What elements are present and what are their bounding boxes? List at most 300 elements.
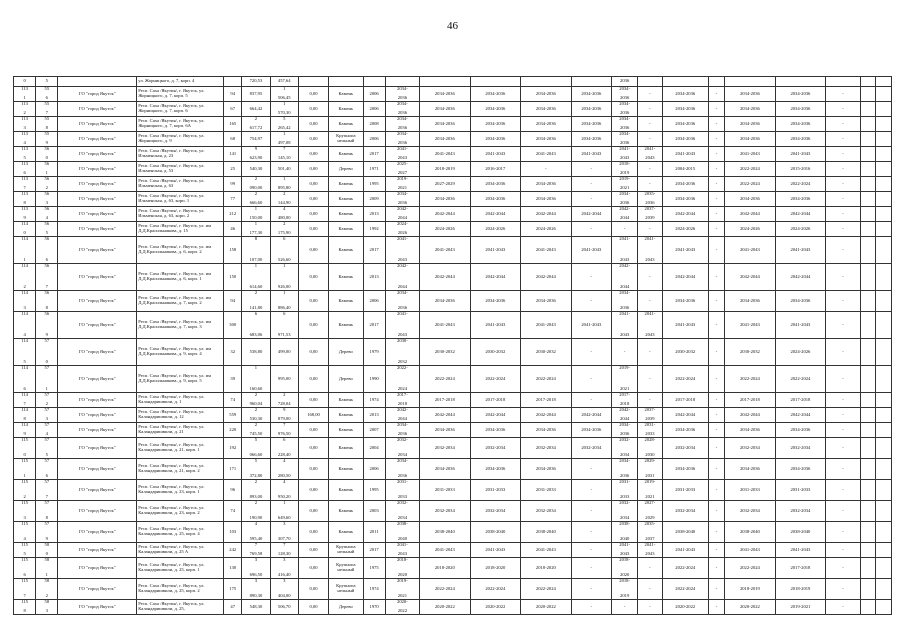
cell-period-3: 2038-2040 <box>470 522 521 543</box>
table-row <box>14 291 892 312</box>
cell-period-3: 2034-2036 <box>470 87 521 102</box>
cell-period-14 <box>875 192 891 207</box>
cell-period-3: 2041-2043 <box>470 312 521 339</box>
cell-row-number-lines <box>15 393 34 407</box>
cell-line: 2034 <box>397 515 407 521</box>
cell-build-year: 2017 <box>363 312 385 339</box>
cell-capital-amount: 0,00 <box>298 393 328 408</box>
cell-row-number <box>14 117 36 132</box>
cell-line: 2029- <box>644 458 656 463</box>
cell-period-2: 2018-2019 <box>420 162 471 177</box>
cell-row-index <box>36 366 58 393</box>
cell-area-2 <box>270 192 298 207</box>
cell-period-9: - <box>708 408 724 423</box>
cell-period-11: 2041-2043 <box>775 312 826 339</box>
cell-period-6 <box>612 501 638 522</box>
cell-area-1-lines <box>243 366 268 392</box>
cell-period-9: - <box>708 522 724 543</box>
table-row <box>14 423 892 438</box>
cell-line: 2037 <box>645 536 655 542</box>
cell-line: 404,00 <box>277 593 291 599</box>
cell-address: Респ. Саха /Якутия/, г. Якутск, ул. им Д.Д.Красильникова, д. 9, корп. 5 <box>137 366 224 393</box>
cell-period-6-lines <box>613 501 636 521</box>
cell-capital-amount: 0,00 <box>298 177 328 192</box>
cell-line: 2043 <box>397 257 407 263</box>
cell-period-11: 2041-2043 <box>775 147 826 162</box>
cell-period-12: - <box>826 339 860 366</box>
cell-area-2-lines <box>272 102 297 116</box>
cell-area-1 <box>242 192 270 207</box>
cell-period-2: 2038-2040 <box>420 522 471 543</box>
cell-period-10: 2034-2036 <box>725 291 776 312</box>
cell-line: 114 <box>21 311 28 316</box>
cell-row-index <box>36 459 58 480</box>
cell-line: 56 <box>44 161 50 166</box>
cell-period-2: 2034-2036 <box>420 192 471 207</box>
cell-line: 2021 <box>397 593 407 599</box>
cell-line: 2022- <box>397 365 408 370</box>
cell-line: 6 <box>45 473 48 479</box>
cell-wall-material: Камень <box>329 264 363 291</box>
cell-line: 2028- <box>644 437 656 442</box>
cell-build-year: 2003 <box>363 501 385 522</box>
cell-area-1 <box>242 579 270 600</box>
cell-period-2: 2042-2044 <box>420 264 471 291</box>
cell-area-2 <box>270 558 298 579</box>
cell-period-11: 2042-2044 <box>775 264 826 291</box>
table-row <box>14 459 892 480</box>
cell-period-13 <box>860 132 875 147</box>
cell-line: 0 <box>45 359 48 365</box>
cell-line: 2040 <box>620 536 630 542</box>
cell-period-5: - <box>571 264 611 291</box>
cell-period-11: 2034-2036 <box>775 102 826 117</box>
cell-period-11: 2024-2026 <box>775 339 826 366</box>
cell-period-7-lines <box>639 459 660 479</box>
cell-period-12: - <box>826 423 860 438</box>
cell-line: 2031 <box>645 473 655 479</box>
cell-period-14 <box>875 162 891 177</box>
cell-line: 2038- <box>619 521 630 526</box>
cell-period-13 <box>860 438 875 459</box>
cell-line: 2 <box>283 392 286 397</box>
cell-period-1 <box>385 192 419 207</box>
cell-row-number-lines <box>15 237 34 263</box>
cell-line: 2043 <box>645 551 655 557</box>
cell-period-8: 2030-2032 <box>662 339 708 366</box>
cell-period-7: - <box>638 558 662 579</box>
cell-organization <box>58 77 137 87</box>
cell-area-2: 501,40 <box>270 162 298 177</box>
cell-period-9: - <box>708 438 724 459</box>
cell-period-9: - <box>708 177 724 192</box>
cell-period-14 <box>875 207 891 222</box>
cell-flats-count: 68 <box>224 132 242 147</box>
cell-line: 2021 <box>620 185 630 191</box>
cell-period-10: 2042-2044 <box>725 408 776 423</box>
cell-period-6 <box>612 162 638 177</box>
cell-period-13 <box>860 87 875 102</box>
cell-period-13 <box>860 408 875 423</box>
cell-period-6 <box>612 117 638 132</box>
cell-capital-amount: 0,00 <box>298 132 328 147</box>
cell-period-3: 2030-2032 <box>470 339 521 366</box>
cell-address: Респ. Саха /Якутия/, г. Якутск, ул. Ильменская, д. 53 <box>137 162 224 177</box>
cell-period-4: 2042-2044 <box>521 207 572 222</box>
cell-build-year: 1995 <box>363 480 385 501</box>
cell-line: 2 <box>254 422 258 427</box>
cell-line: 5 <box>45 452 48 458</box>
cell-row-number-lines <box>15 132 34 146</box>
cell-period-7-lines <box>639 423 660 437</box>
cell-line: 696,50 <box>249 572 263 578</box>
cell-period-8: 2041-2043 <box>662 543 708 558</box>
cell-line: 58 <box>44 578 50 583</box>
cell-organization: ГО "город Якутск" <box>58 501 137 522</box>
cell-line: 7 <box>283 146 286 151</box>
cell-line: 1 <box>254 263 258 268</box>
cell-address: Респ. Саха /Якутия/, г. Якутск, ул. им Д.Д.Красильникова, д. 7, корп. 3 <box>137 312 224 339</box>
cell-address: Респ. Саха /Якутия/, г. Якутск, ул. им Д.Д.Красильникова, д. 7, корп. 2 <box>137 291 224 312</box>
cell-area-2 <box>270 147 298 162</box>
cell-line: 2 <box>254 176 258 181</box>
cell-wall-material: Крупнопа нельный <box>329 132 363 147</box>
cell-flats-count: 150 <box>224 264 242 291</box>
cell-period-5 <box>571 77 611 87</box>
cell-line: 8 <box>45 305 48 311</box>
cell-period-9: - <box>708 264 724 291</box>
cell-period-6 <box>612 192 638 207</box>
cell-period-6-lines <box>613 480 636 500</box>
cell-area-2-lines <box>272 438 297 458</box>
cell-period-14 <box>875 522 891 543</box>
cell-period-10: 2018-2019 <box>725 579 776 600</box>
cell-line: 2 <box>23 110 26 116</box>
cell-period-13 <box>860 339 875 366</box>
cell-line: 58 <box>44 557 50 562</box>
cell-capital-amount: 0,00 <box>298 558 328 579</box>
cell-period-14 <box>875 408 891 423</box>
cell-line: 506,45 <box>277 95 291 101</box>
cell-row-number <box>14 87 36 102</box>
cell-period-13 <box>860 207 875 222</box>
cell-period-9: - <box>708 117 724 132</box>
cell-period-13 <box>860 501 875 522</box>
cell-line: 2039 <box>645 215 655 221</box>
cell-area-1 <box>242 438 270 459</box>
cell-row-index <box>36 558 58 579</box>
cell-flats-count <box>224 77 242 87</box>
cell-period-3: 2034-2036 <box>470 423 521 438</box>
cell-build-year: 2013 <box>363 408 385 423</box>
cell-row-index-lines <box>37 117 56 131</box>
cell-line: 4 <box>254 521 258 526</box>
cell-line: 2036 <box>620 95 630 101</box>
cell-line: 2042- <box>619 206 630 211</box>
table-row <box>14 366 892 393</box>
cell-line: 2019 <box>620 170 630 176</box>
cell-row-number-lines <box>15 459 34 479</box>
cell-period-13 <box>860 312 875 339</box>
cell-period-4: 2017-2018 <box>521 393 572 408</box>
cell-flats-count: 175 <box>224 579 242 600</box>
cell-line: 2022 <box>397 608 407 614</box>
cell-period-5: - <box>571 177 611 192</box>
cell-line: 976,50 <box>277 431 291 437</box>
cell-line: 1 <box>23 473 26 479</box>
cell-period-2: 2032-2034 <box>420 438 471 459</box>
cell-period-1 <box>385 522 419 543</box>
cell-area-2 <box>270 207 298 222</box>
cell-area-2-lines <box>272 222 297 236</box>
table-row <box>14 264 892 291</box>
table-row <box>14 162 892 177</box>
cell-period-12: - <box>826 522 860 543</box>
cell-period-6 <box>612 558 638 579</box>
cell-line: 5 <box>254 458 258 463</box>
cell-line: 2043 <box>397 155 407 161</box>
cell-line: 2024- <box>397 221 408 226</box>
cell-row-number <box>14 543 36 558</box>
cell-area-1 <box>242 291 270 312</box>
table-row <box>14 222 892 237</box>
cell-flats-count: 130 <box>224 558 242 579</box>
cell-row-number <box>14 459 36 480</box>
cell-period-2: 2041-2043 <box>420 312 471 339</box>
cell-build-year: 1975 <box>363 558 385 579</box>
cell-period-8: 2034-2036 <box>662 177 708 192</box>
cell-address: Респ. Саха /Якутия/, г. Якутск, ул. Каландаришвили, д. 1 <box>137 393 224 408</box>
cell-line: 1 <box>283 176 286 181</box>
housing-table-container <box>13 76 892 615</box>
cell-row-index-lines <box>37 522 56 542</box>
cell-line: 066,60 <box>249 452 263 458</box>
cell-period-9: - <box>708 501 724 522</box>
cell-period-7 <box>638 480 662 501</box>
cell-line: 9 <box>23 215 26 221</box>
cell-line: 57 <box>44 479 50 484</box>
cell-period-2: 2027-2029 <box>420 177 471 192</box>
cell-build-year <box>363 77 385 87</box>
cell-area-2 <box>270 393 298 408</box>
cell-period-12: - <box>826 87 860 102</box>
cell-address: Респ. Саха /Якутия/, г. Якутск, ул. Ильменская, д. 63 <box>137 177 224 192</box>
cell-line: 4 <box>283 206 286 211</box>
cell-wall-material: Камень <box>329 312 363 339</box>
cell-row-index-lines <box>37 366 56 392</box>
cell-period-14 <box>875 177 891 192</box>
cell-period-9: - <box>708 87 724 102</box>
cell-period-6-lines <box>613 117 636 131</box>
cell-period-10: 2042-2044 <box>725 207 776 222</box>
cell-area-2-lines <box>272 459 297 479</box>
cell-line: 2030- <box>397 338 408 343</box>
cell-area-2-lines <box>272 117 297 131</box>
cell-period-2: 2017-2018 <box>420 393 471 408</box>
cell-period-6-lines <box>613 291 636 311</box>
cell-row-number-lines <box>15 102 34 116</box>
cell-period-6-lines <box>613 459 636 479</box>
table-row <box>14 600 892 615</box>
cell-capital-amount: 0,00 <box>298 501 328 522</box>
cell-row-number-lines <box>15 339 34 365</box>
cell-period-1-lines <box>387 423 418 437</box>
cell-wall-material: Камень <box>329 480 363 501</box>
cell-area-1-lines <box>243 177 268 191</box>
cell-row-index: 5 <box>36 77 58 87</box>
cell-line: 1 <box>254 206 258 211</box>
cell-period-12: - <box>826 480 860 501</box>
cell-wall-material: Дерево <box>329 600 363 615</box>
cell-wall-material: Камень <box>329 102 363 117</box>
cell-line: 372,80 <box>249 473 263 479</box>
cell-period-11: 2034-2036 <box>775 423 826 438</box>
cell-flats-count: 103 <box>224 522 242 543</box>
cell-area-1 <box>242 480 270 501</box>
cell-address: Респ. Саха /Якутия/, г. Якутск, ул. Каландаришвили, д. 25 А <box>137 543 224 558</box>
cell-line: 141,80 <box>249 305 263 311</box>
cell-period-1-lines <box>387 117 418 131</box>
cell-line: 2027 <box>397 170 407 176</box>
cell-period-6-lines <box>613 393 636 407</box>
cell-line: 113 <box>21 176 28 181</box>
cell-period-1 <box>385 237 419 264</box>
cell-period-13 <box>860 147 875 162</box>
cell-line: 2019- <box>397 578 408 583</box>
cell-line: 3 <box>45 200 48 206</box>
cell-line: 3 <box>254 557 258 562</box>
cell-period-6 <box>612 459 638 480</box>
cell-row-index <box>36 543 58 558</box>
cell-organization: ГО "город Якутск" <box>58 339 137 366</box>
cell-line: 617,72 <box>249 125 263 131</box>
cell-period-8: 2041-2043 <box>662 237 708 264</box>
cell-period-1-lines <box>387 237 418 263</box>
cell-flats-count: 94 <box>224 291 242 312</box>
cell-line: 2043 <box>645 332 655 338</box>
cell-period-10: 2020-2022 <box>725 600 776 615</box>
cell-wall-material: Камень <box>329 87 363 102</box>
cell-area-2-lines <box>272 543 297 557</box>
cell-line: 8 <box>23 608 26 614</box>
cell-period-5: - <box>571 222 611 237</box>
cell-period-7-lines <box>639 408 660 422</box>
cell-line: 2034- <box>397 422 408 427</box>
cell-period-3: 2034-2036 <box>470 192 521 207</box>
cell-period-6 <box>612 423 638 438</box>
cell-area-2-lines <box>272 480 297 500</box>
cell-row-index-lines <box>37 438 56 458</box>
cell-period-11: 2042-2044 <box>775 408 826 423</box>
cell-period-13 <box>860 600 875 615</box>
cell-capital-amount: 0,00 <box>298 339 328 366</box>
cell-period-4: 2034-2036 <box>521 423 572 438</box>
cell-row-index-lines <box>37 558 56 578</box>
cell-row-number <box>14 291 36 312</box>
cell-line: 893,00 <box>249 494 263 500</box>
table-row <box>14 558 892 579</box>
cell-address: Респ. Саха /Якутия/, г. Якутск, ул. Каландаришвили, д. 21, корп. 2 <box>137 459 224 480</box>
cell-period-7-lines <box>639 207 660 221</box>
cell-period-10: 2022-2024 <box>725 162 776 177</box>
cell-area-2: 506,70 <box>270 600 298 615</box>
cell-line: 6 <box>45 95 48 101</box>
cell-line: 2036 <box>620 200 630 206</box>
cell-organization: ГО "город Якутск" <box>58 102 137 117</box>
cell-period-14 <box>875 459 891 480</box>
cell-line: 6 <box>23 572 26 578</box>
cell-row-number <box>14 366 36 393</box>
cell-flats-count: 158 <box>224 237 242 264</box>
cell-organization: ГО "город Якутск" <box>58 222 137 237</box>
table-row <box>14 480 892 501</box>
cell-organization: ГО "город Якутск" <box>58 291 137 312</box>
cell-address: Респ. Саха /Якутия/, г. Якутск, ул. Ильменская, д. 23 <box>137 147 224 162</box>
cell-wall-material: Крупнопа нельный <box>329 579 363 600</box>
cell-capital-amount: 0,00 <box>298 480 328 501</box>
cell-period-8: 2041-2043 <box>662 312 708 339</box>
cell-period-1-lines <box>387 408 418 422</box>
cell-period-1 <box>385 132 419 147</box>
cell-organization: ГО "город Якутск" <box>58 237 137 264</box>
cell-line: 107,00 <box>249 257 263 263</box>
cell-line: 307,70 <box>277 536 291 542</box>
cell-period-4: 2032-2034 <box>521 438 572 459</box>
cell-period-8: 2034-2036 <box>662 117 708 132</box>
cell-area-1-lines <box>243 579 268 599</box>
cell-line: 144,90 <box>277 200 291 206</box>
cell-row-index-lines <box>37 222 56 236</box>
cell-period-14 <box>875 600 891 615</box>
cell-period-13 <box>860 393 875 408</box>
cell-line: 2031- <box>619 479 630 484</box>
cell-line: 2040 <box>397 536 407 542</box>
cell-period-13 <box>860 117 875 132</box>
cell-line: 1 <box>45 170 48 176</box>
cell-period-2: 2041-2043 <box>420 543 471 558</box>
table-row <box>14 147 892 162</box>
cell-period-14 <box>875 264 891 291</box>
cell-period-7-lines <box>639 147 660 161</box>
cell-period-7-lines <box>639 438 660 458</box>
cell-period-8: 2038-2040 <box>662 522 708 543</box>
cell-period-1-lines <box>387 177 418 191</box>
cell-row-number-lines <box>15 408 34 422</box>
cell-period-3: 2042-2044 <box>470 408 521 423</box>
cell-period-11: 2034-2036 <box>775 291 826 312</box>
cell-organization: ГО "город Якутск" <box>58 207 137 222</box>
cell-line: 2041- <box>619 236 630 241</box>
cell-build-year: 1979 <box>363 339 385 366</box>
cell-period-13 <box>860 264 875 291</box>
cell-period-11: 2041-2043 <box>775 237 826 264</box>
cell-row-index-lines <box>37 339 56 365</box>
cell-period-4: 2032-2034 <box>521 501 572 522</box>
cell-area-1: 538,80 <box>242 339 270 366</box>
cell-flats-count: 39 <box>224 366 242 393</box>
cell-period-7 <box>638 207 662 222</box>
cell-line: 2032- <box>619 500 630 505</box>
cell-period-6-lines <box>613 87 636 101</box>
cell-address: Респ. Саха /Якутия/, г. Якутск, ул. Жорницкого, д. 7, корп. 5 <box>137 87 224 102</box>
cell-line: 2019- <box>619 176 630 181</box>
cell-line: 113 <box>21 206 28 211</box>
cell-period-14 <box>875 117 891 132</box>
cell-line: 2036 <box>397 110 407 116</box>
cell-area-1 <box>242 207 270 222</box>
cell-line: 2034- <box>397 458 408 463</box>
cell-line: 114 <box>21 392 28 397</box>
